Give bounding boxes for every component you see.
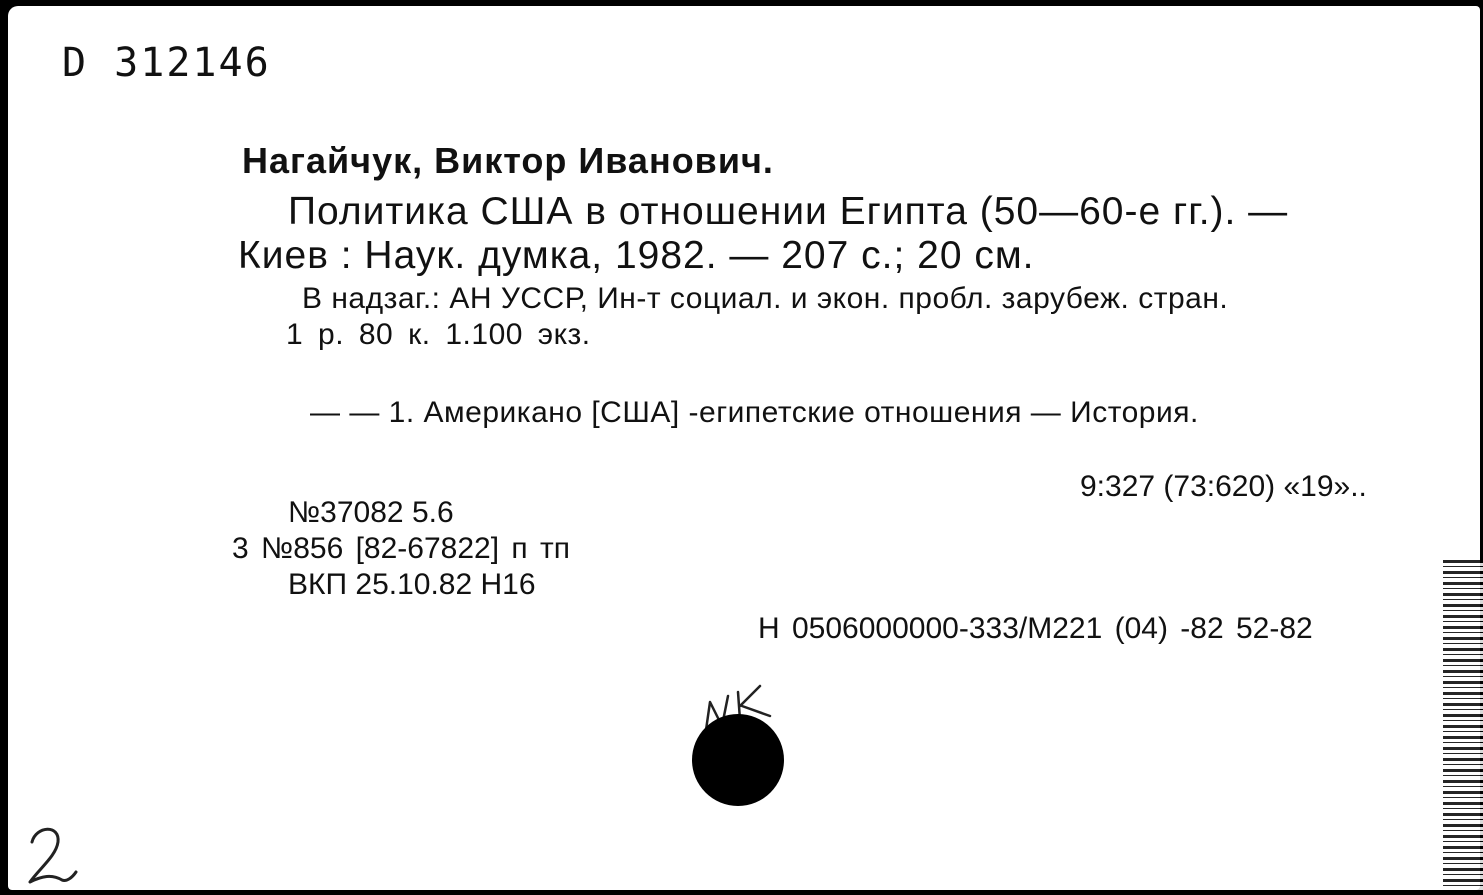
title-line-1: Политика США в отношении Египта (50—60-е гг.). — (288, 190, 1289, 233)
registration-line-2: 3 №856 [82-67822] п тп (232, 532, 570, 565)
classification-code: 9:327 (73:620) «19».. (1080, 470, 1367, 503)
price-and-print-run: 1 р. 80 к. 1.100 экз. (286, 318, 591, 351)
registration-line-3: ВКП 25.10.82 Н16 (288, 568, 536, 601)
call-number: D 312146 (62, 40, 271, 86)
punch-hole-icon (690, 712, 786, 808)
handwritten-number-icon (22, 820, 82, 890)
author-name: Нагайчук, Виктор Иванович. (242, 140, 774, 181)
title-line-2: Киев : Наук. думка, 1982. — 207 с.; 20 см. (238, 234, 1035, 277)
scan-edge-noise (1443, 560, 1483, 890)
registration-line-1: №37082 5.6 (288, 496, 454, 529)
subject-heading: — — 1. Американо [США] -египетские отношения — История. (310, 396, 1199, 429)
header-note: В надзаг.: АН УССР, Ин-т социал. и экон. пробл. зарубеж. стран. (302, 282, 1229, 315)
isbn-line: Н 0506000000-333/М221 (04) -82 52-82 (758, 612, 1313, 645)
